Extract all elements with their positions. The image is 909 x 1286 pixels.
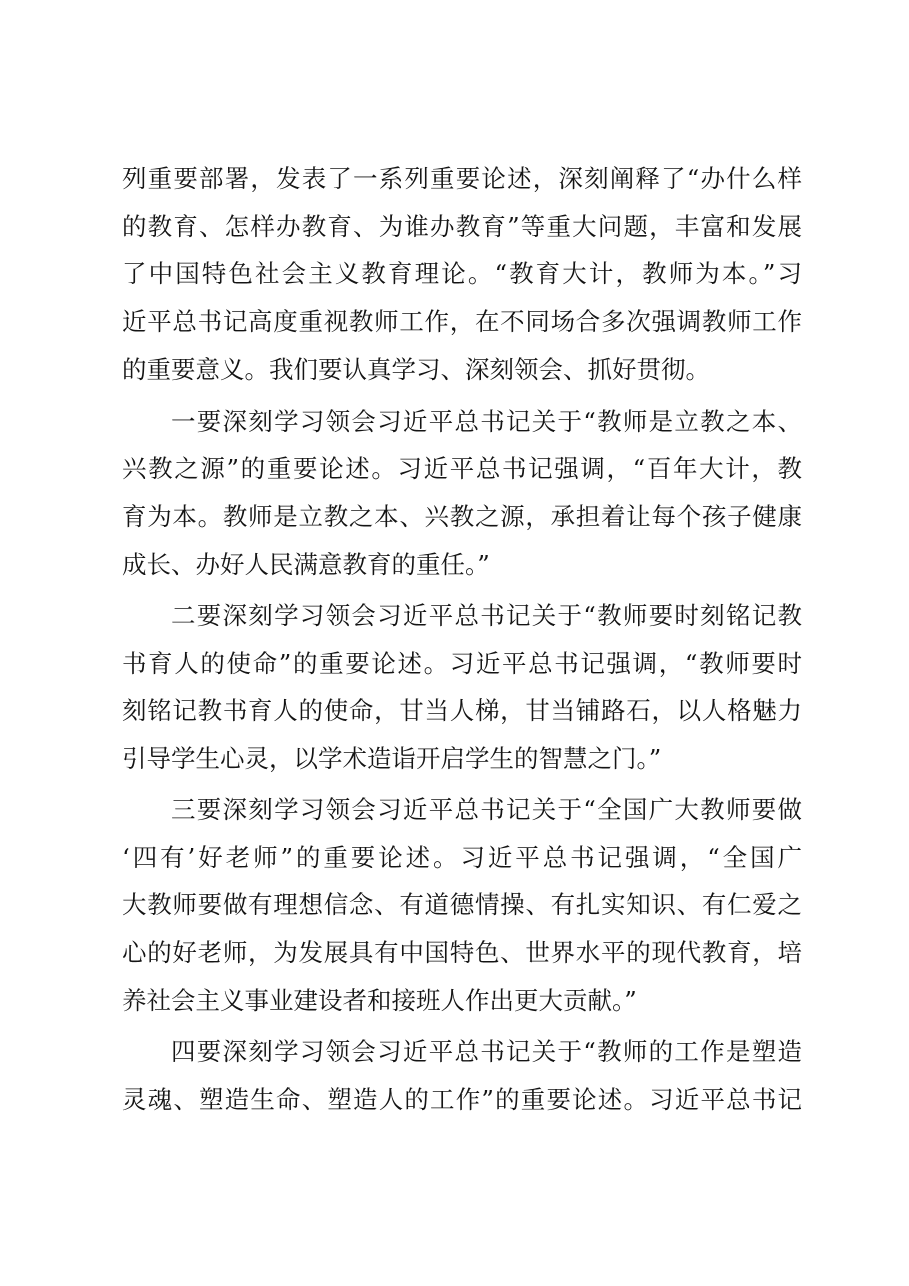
text-line: 刻铭记教书育人的使命，甘当人梯，甘当铺路石，以人格魅力 <box>122 696 802 725</box>
paragraph-1-first-line: 一要深刻学习领会习近平总书记关于“教师是立教之本、 <box>171 407 802 436</box>
paragraph-4-first-line: 四要深刻学习领会习近平总书记关于“教师的工作是塑造 <box>171 1037 802 1066</box>
text-line: 引导学生心灵，以学术造诣开启学生的智慧之门。” <box>122 744 662 773</box>
text-line: 育为本。教师是立教之本、兴教之源，承担着让每个孩子健康 <box>122 502 802 531</box>
paragraph-2-first-line: 二要深刻学习领会习近平总书记关于“教师要时刻铭记教 <box>171 601 802 630</box>
text-line: 成长、办好人民满意教育的重任。” <box>122 550 490 579</box>
text-line: 了中国特色社会主义教育理论。“教育大计，教师为本。”习 <box>122 259 802 288</box>
text-line: 的重要意义。我们要认真学习、深刻领会、抓好贯彻。 <box>122 355 710 384</box>
text-line: 大教师要做有理想信念、有道德情操、有扎实知识、有仁爱之 <box>122 890 802 919</box>
text-line: 书育人的使命”的重要论述。习近平总书记强调，“教师要时 <box>122 649 802 678</box>
text-line: 的教育、怎样办教育、为谁办教育”等重大问题，丰富和发展 <box>122 212 802 241</box>
text-line: 列重要部署，发表了一系列重要论述，深刻阐释了“办什么样 <box>122 164 802 193</box>
text-line: ‘四有’好老师”的重要论述。习近平总书记强调，“全国广 <box>122 843 802 872</box>
text-line: 灵魂、塑造生命、塑造人的工作”的重要论述。习近平总书记 <box>122 1085 802 1114</box>
text-line: 近平总书记高度重视教师工作，在不同场合多次强调教师工作 <box>122 307 802 336</box>
text-line: 兴教之源”的重要论述。习近平总书记强调，“百年大计，教 <box>122 454 802 483</box>
text-line: 心的好老师，为发展具有中国特色、世界水平的现代教育，培 <box>122 938 802 967</box>
paragraph-3-first-line: 三要深刻学习领会习近平总书记关于“全国广大教师要做 <box>171 795 802 824</box>
text-line: 养社会主义事业建设者和接班人作出更大贡献。” <box>122 986 637 1015</box>
